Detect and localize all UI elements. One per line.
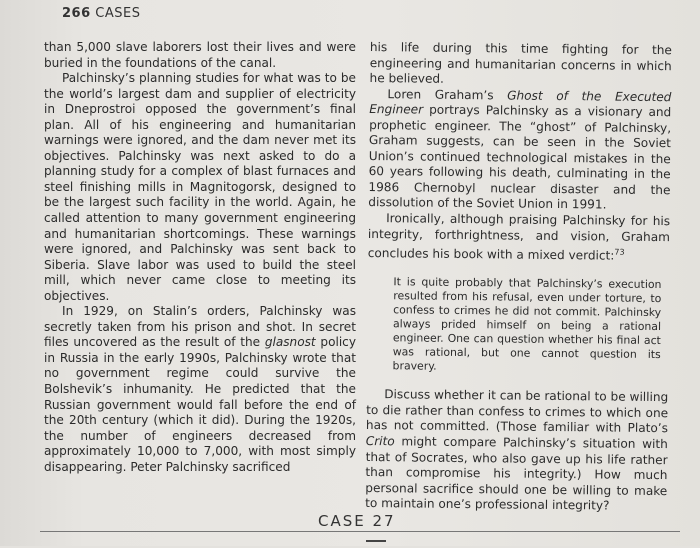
page-number: 266 xyxy=(62,6,91,21)
divider-rule xyxy=(40,531,680,532)
paragraph: Discuss whether it can be rational to be willing to die rather than confess to crimes to which one has not committed. (Those familiar with Plato’s Crito might compare Palchinsky’s situation with that of Socrates, who also gave up his life rather than compromise his integrity.) How much personal sacrifice should one be willing to make to maintain one’s professional integrity? xyxy=(365,387,669,513)
paragraph: Palchinsky’s planning studies for what was to be the world’s largest dam and supplier of electricity in Dneprostroi opposed the government’s final plan. All of his engineering and humanitarian warnings were ignored, and the dam never met its objectives. Palchinsky was next asked to do a planning study for a complex of blast furnaces and steel finishing mills in Magnitogorsk, designed to be the largest such facility in the world. Again, he called attention to many government engineering and humanitarian shortcomings. These warnings were ignored, and Palchinsky was sent back to Siberia. Slave labor was used to build the steel mill, which never came close to meeting its objectives. xyxy=(44,71,356,303)
section-title: CASES xyxy=(95,6,141,21)
paragraph: Ironically, although praising Palchinsky for his integrity, forthrightness, and vision, Graham concludes his book with a mixed verdict:$^{73}$ xyxy=(367,211,671,263)
cut-off-text-fragment xyxy=(366,540,386,548)
case-heading: CASE 27 xyxy=(318,512,396,530)
book-title: Ghost of the Executed Engineer xyxy=(369,88,672,117)
paragraph: In 1929, on Stalin’s orders, Palchinsky was secretly taken from his prison and shot. In secret files uncovered as the result of the glasnost policy in Russia in the early 1990s, Palchinsky wrote that no government regime could survive the Bolshevik’s inhumanity. He predicted that the Russian government would fall before the end of the 20th century (which it did). During the 1920s, the number of engineers decreased from approximately 10,000 to 7,000, with most simply disappearing. Peter Palchinsky sacrificed xyxy=(44,304,356,474)
left-column xyxy=(44,40,356,475)
footnote-marker: 73 xyxy=(614,247,625,257)
paragraph: his life during this time fighting for the engineering and humanitarian concerns in which he believed. xyxy=(369,40,672,86)
italic-term: glasnost xyxy=(264,335,316,350)
running-header xyxy=(62,6,140,21)
block-quote: It is quite probably that Palchinsky’s execution resulted from his refusal, even under torture, to confess to crimes he did not commit. Palchinsky always prided himself on being a rational engineer. One can question whether his final act was rational, but one cannot question its bravery. xyxy=(392,274,662,373)
right-column xyxy=(365,40,672,515)
paragraph: than 5,000 slave laborers lost their lives and were buried in the foundations of the canal. xyxy=(44,40,356,70)
italic-title: Crito xyxy=(365,433,395,449)
paragraph: Loren Graham’s Ghost of the Executed Engineer portrays Palchinsky as a visionary and prophetic engineer. The “ghost” of Palchinsky, Graham suggests, can be seen in the Soviet Union’s continued technological mistakes in the 60 years following his death, culminating in the 1986 Chernobyl nuclear disaster and the dissolution of the Soviet Union in 1991. xyxy=(368,86,672,212)
